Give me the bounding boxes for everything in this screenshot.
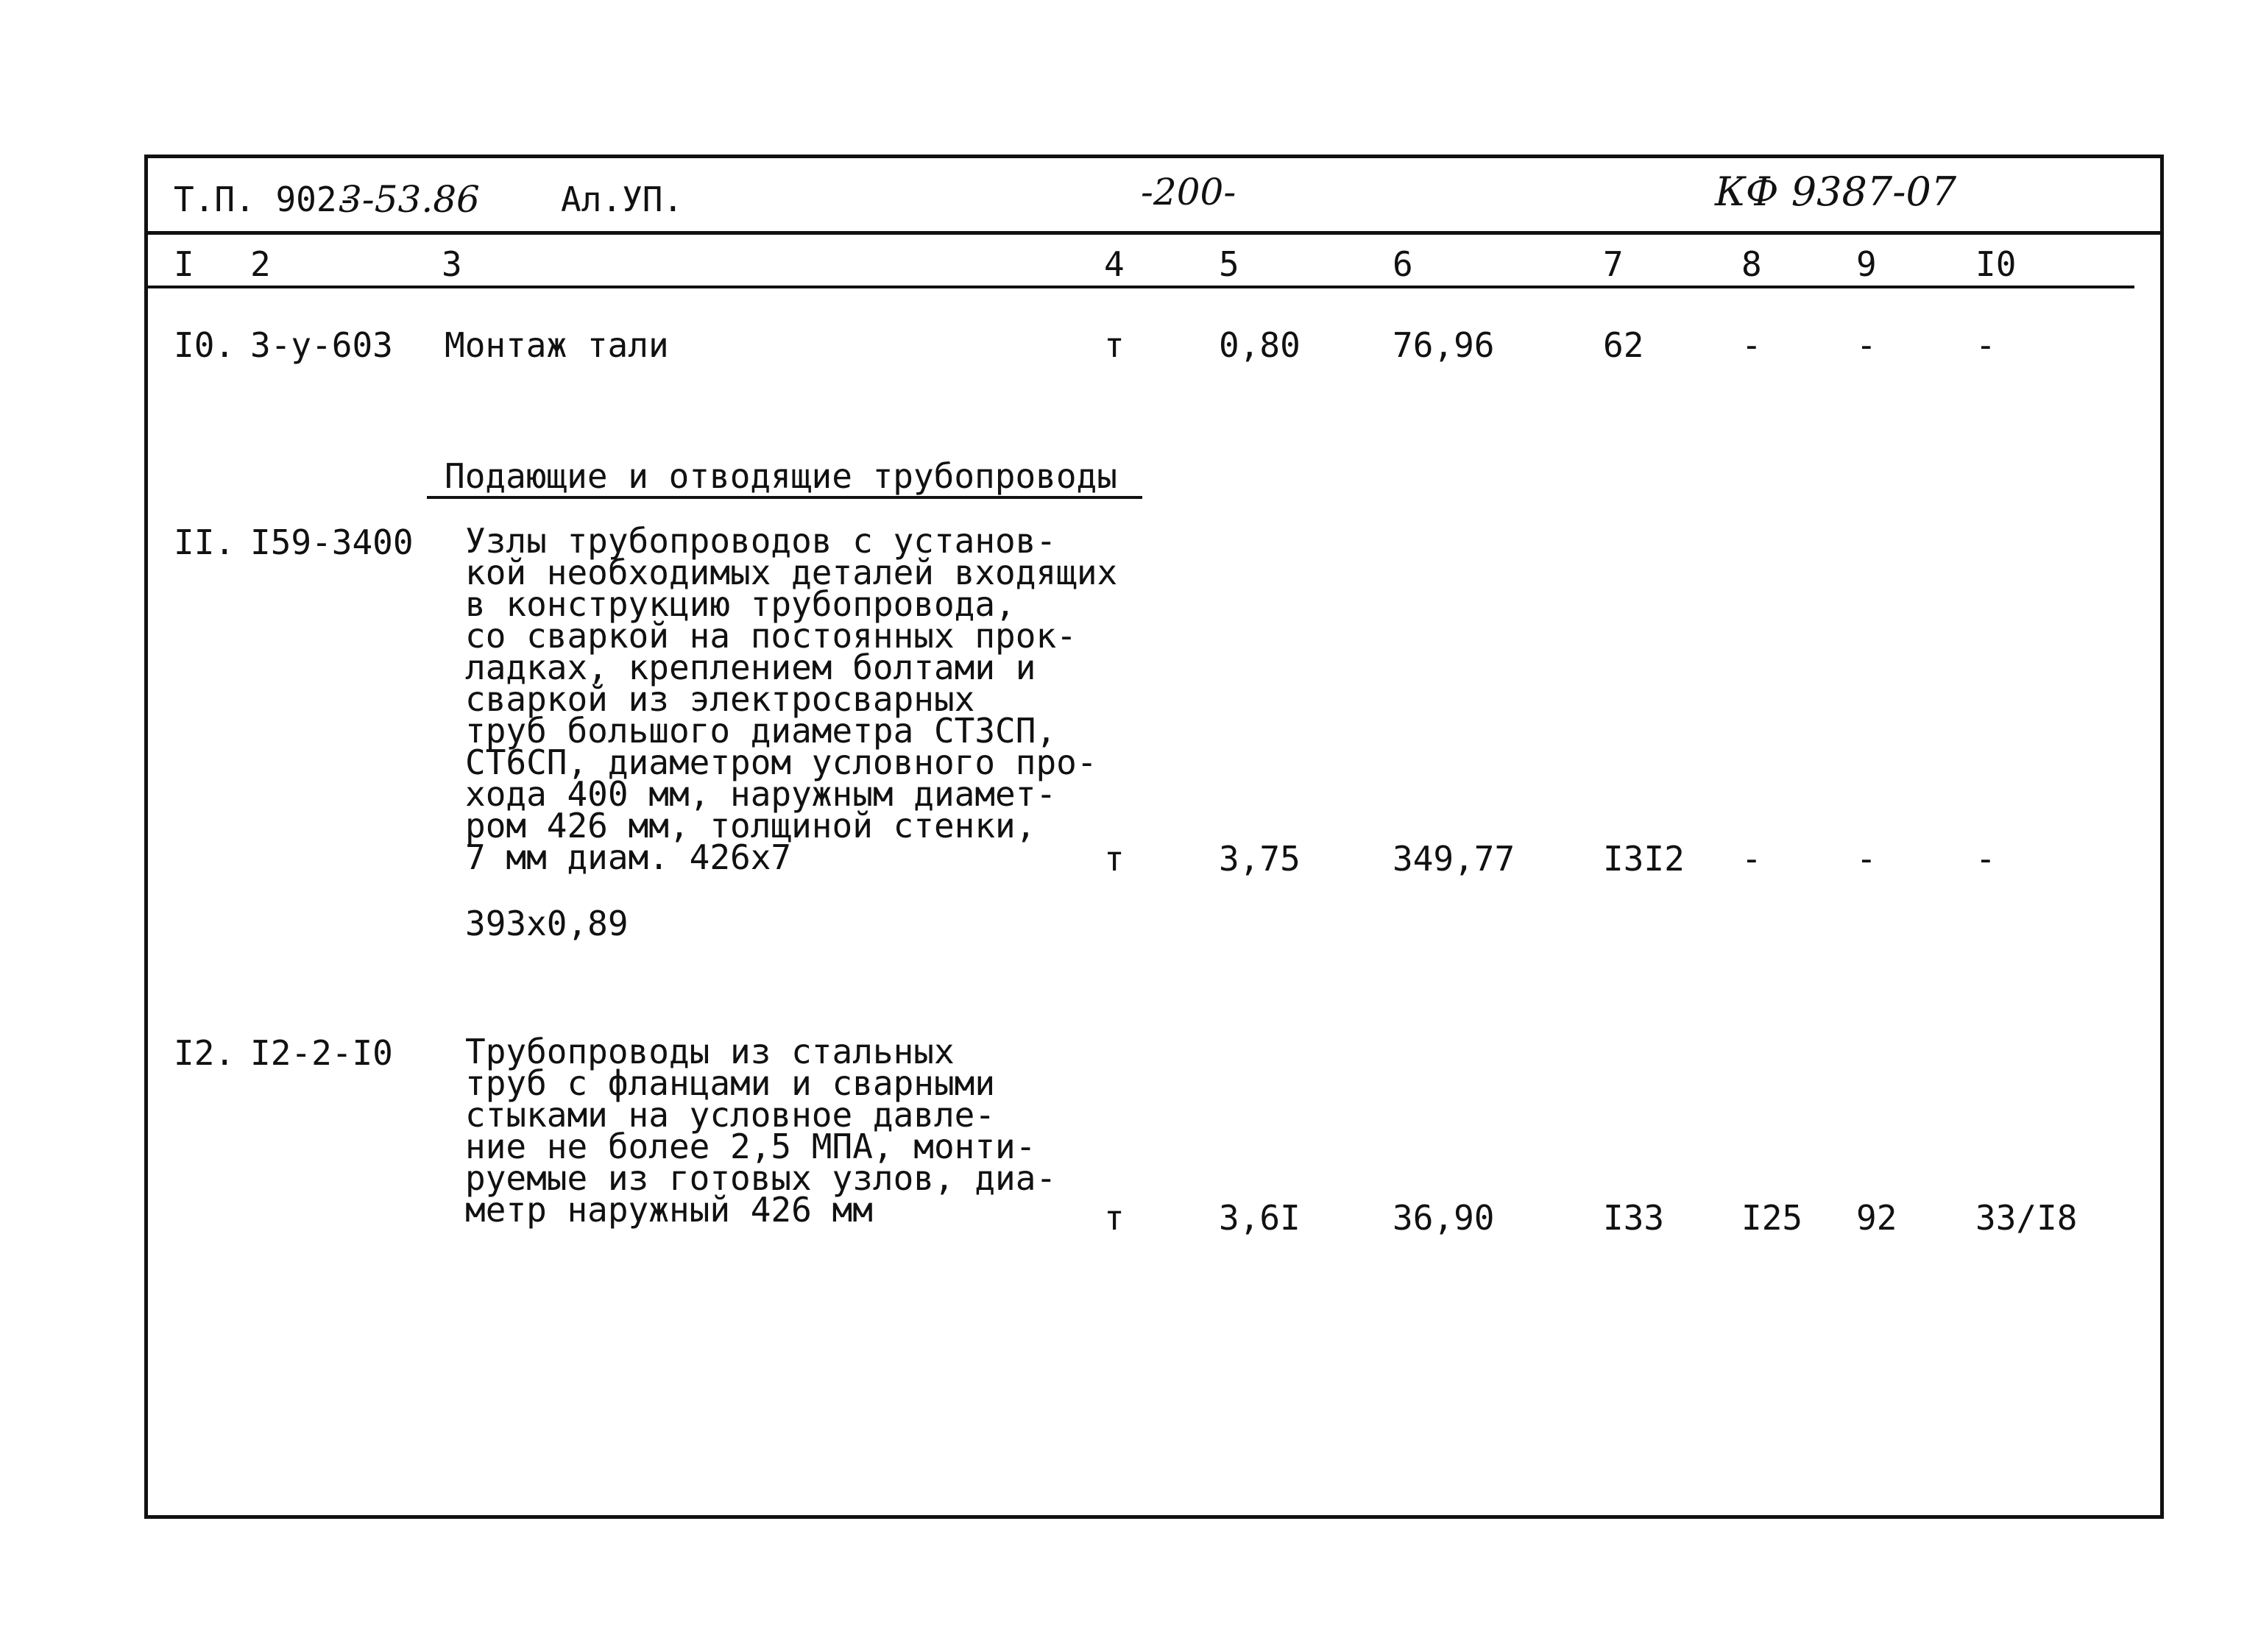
- col-header-6: 6: [1393, 244, 1413, 284]
- document-code: КФ 9387-07: [1715, 169, 1957, 215]
- col-header-8: 8: [1741, 244, 1762, 284]
- row-10-col9: -: [1856, 325, 1877, 365]
- row-11-col10: -: [1975, 839, 1996, 879]
- row-11-col6: 349,77: [1393, 839, 1515, 879]
- row-11-unit: т: [1104, 839, 1125, 879]
- row-11-number: II.: [174, 522, 236, 562]
- section-title: Подающие и отводящие трубопроводы: [445, 456, 1117, 496]
- col-header-5: 5: [1219, 244, 1239, 284]
- album-label: Ал.УП.: [561, 180, 684, 219]
- col-header-7: 7: [1603, 244, 1624, 284]
- row-10-code: 3-у-603: [250, 325, 393, 365]
- row-11-code: I59-3400: [250, 522, 414, 562]
- row-12-col7: I33: [1603, 1198, 1665, 1238]
- row-11-note: 393х0,89: [465, 904, 629, 943]
- row-12-col6: 36,90: [1393, 1198, 1495, 1238]
- col-header-3: 3: [442, 244, 462, 284]
- tp-prefix: Т.П. 902-: [174, 180, 358, 219]
- col-header-10: I0: [1975, 244, 2017, 284]
- row-12-col8: I25: [1741, 1198, 1803, 1238]
- row-10-col5: 0,80: [1219, 325, 1301, 365]
- row-10-description: Монтаж тали: [445, 325, 669, 365]
- row-10-unit: т: [1104, 325, 1125, 365]
- col-header-1: I: [174, 244, 194, 284]
- row-12-number: I2.: [174, 1033, 236, 1073]
- row-11-col9: -: [1856, 839, 1877, 879]
- row-12-description: Трубопроводы из стальных труб с фланцами и сварными стыками на условное давле- ние не более 2,5 МПА, монти- руемые из готовых узлов, диа- метр наружный 426 мм: [465, 1032, 1057, 1230]
- row-12-code: I2-2-I0: [250, 1033, 393, 1073]
- header-divider: [147, 231, 2161, 235]
- column-header-divider: [147, 286, 2134, 288]
- row-10-number: I0.: [174, 325, 236, 365]
- row-10-col8: -: [1741, 325, 1762, 365]
- section-title-underline: [427, 496, 1142, 499]
- row-12-col9: 92: [1856, 1198, 1897, 1238]
- page-number: -200-: [1141, 171, 1236, 213]
- row-12-unit: т: [1104, 1198, 1125, 1238]
- row-10-col6: 76,96: [1393, 325, 1495, 365]
- row-12-col10: 33/I8: [1975, 1198, 2078, 1238]
- col-header-9: 9: [1856, 244, 1877, 284]
- row-11-col5: 3,75: [1219, 839, 1301, 879]
- tp-number-handwritten: 3-53.86: [339, 178, 480, 221]
- col-header-4: 4: [1104, 244, 1125, 284]
- row-10-col10: -: [1975, 325, 1996, 365]
- row-11-description: Узлы трубопроводов с установ- кой необходимых деталей входящих в конструкцию трубопровода, со сваркой на постоянных прок- ладках, креплением болтами и сваркой из электросварных труб большого диаметра СТ3СП, СТ6СП, диаметром условного про- хода 400 мм, наружным диамет- ром 426 мм, толщиной стенки, 7 мм диам. 426х7: [465, 521, 1118, 877]
- row-11-col7: I3I2: [1603, 839, 1685, 879]
- row-11-col8: -: [1741, 839, 1762, 879]
- row-10-col7: 62: [1603, 325, 1644, 365]
- row-12-col5: 3,6I: [1219, 1198, 1301, 1238]
- col-header-2: 2: [250, 244, 271, 284]
